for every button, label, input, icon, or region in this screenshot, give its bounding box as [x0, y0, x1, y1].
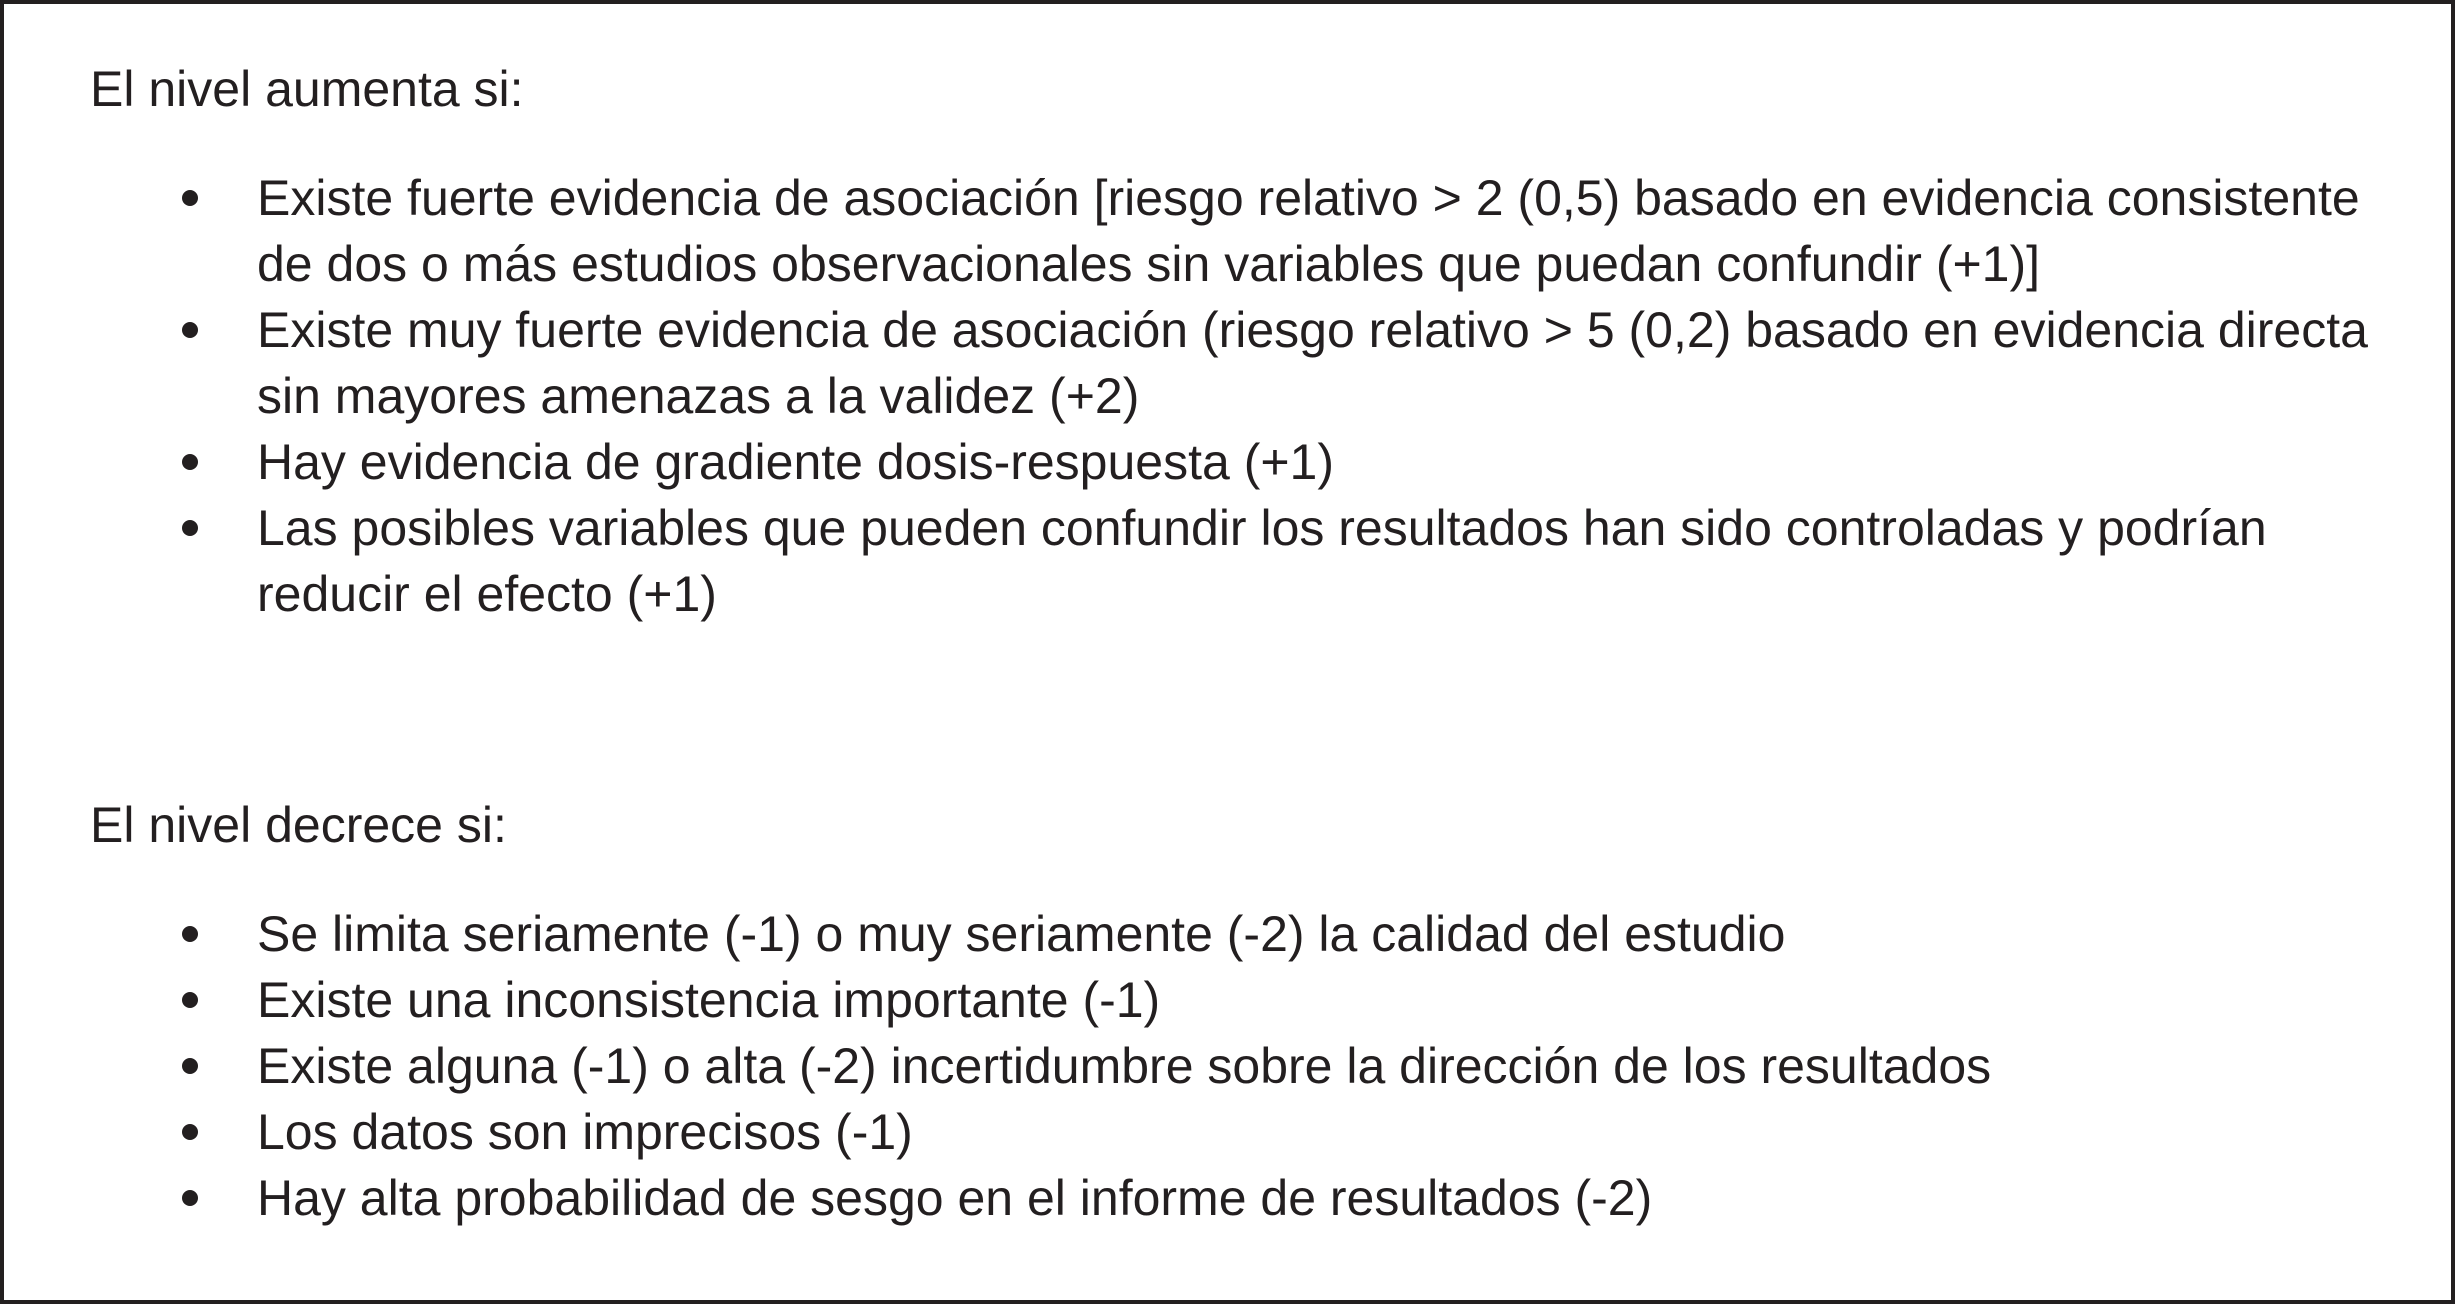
list-item: [90, 1099, 2421, 1165]
list-item: [90, 901, 2421, 967]
bullet-icon: [182, 1190, 198, 1206]
list-item-text: Existe alguna (-1) o alta (-2) incertidumbre sobre la dirección de los resultados: [257, 1038, 1992, 1094]
list-item: [90, 1033, 2421, 1099]
bullet-icon: [182, 1124, 198, 1140]
list-item-text: Hay evidencia de gradiente dosis-respuesta (+1): [257, 434, 1335, 490]
list-item: [90, 1165, 2421, 1231]
bullet-icon: [182, 992, 198, 1008]
list-item-text: Existe fuerte evidencia de asociación [riesgo relativo > 2 (0,5) basado en evidencia consistente de dos o más estudios observacionales sin variables que puedan confundir (+1)]: [257, 170, 2360, 292]
list-item-text: Hay alta probabilidad de sesgo en el informe de resultados (-2): [257, 1170, 1653, 1226]
bullet-icon: [182, 520, 198, 536]
bullet-icon: [182, 926, 198, 942]
increase-section: [90, 56, 2421, 627]
list-item: [90, 297, 2421, 429]
bullet-icon: [182, 322, 198, 338]
list-item-text: Existe muy fuerte evidencia de asociación (riesgo relativo > 5 (0,2) basado en evidencia directa sin mayores amenazas a la validez (+2): [257, 302, 2368, 424]
bullet-icon: [182, 190, 198, 206]
list-item: [90, 165, 2421, 297]
decrease-list: [90, 901, 2421, 1231]
decrease-heading: El nivel decrece si:: [90, 797, 507, 853]
increase-list: [90, 165, 2421, 627]
decrease-section: [90, 792, 2421, 1231]
list-item-text: Los datos son imprecisos (-1): [257, 1104, 913, 1160]
list-item: [90, 429, 2421, 495]
bullet-icon: [182, 454, 198, 470]
list-item-text: Existe una inconsistencia importante (-1): [257, 972, 1161, 1028]
increase-heading: El nivel aumenta si:: [90, 61, 524, 117]
list-item-text: Se limita seriamente (-1) o muy seriamente (-2) la calidad del estudio: [257, 906, 1786, 962]
list-item: [90, 495, 2421, 627]
list-item-text: Las posibles variables que pueden confundir los resultados han sido controladas y podrían reducir el efecto (+1): [257, 500, 2267, 622]
list-item: [90, 967, 2421, 1033]
bullet-icon: [182, 1058, 198, 1074]
